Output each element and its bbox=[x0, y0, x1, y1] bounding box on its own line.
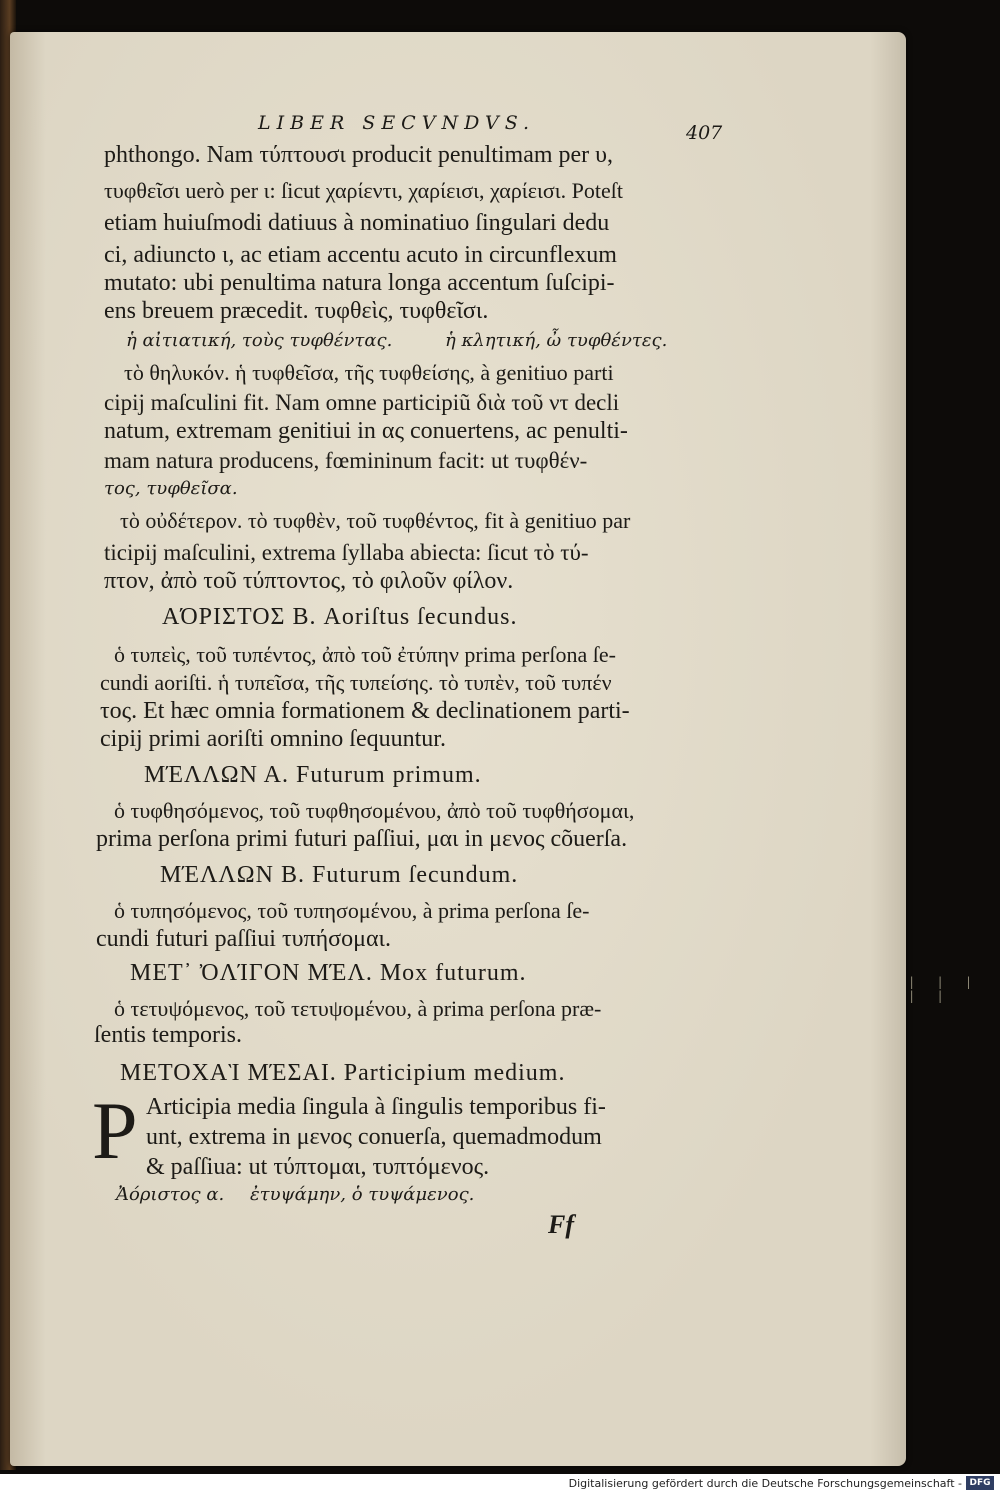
text-line: Articipia media ſingula à ſingulis temporibus fi- bbox=[146, 1094, 606, 1120]
text-line: ὁ τετυψόμενος, τοῦ τετυψομένου, à prima perſona præ- bbox=[114, 996, 602, 1021]
footer-credit: Digitalisierung gefördert durch die Deutsche Forschungsgemeinschaft - bbox=[568, 1477, 962, 1490]
text-line: ens breuem præcedit. τυφθεὶς, τυφθεῖσι. bbox=[104, 298, 489, 324]
text-line: τος, τυφθεῖσα. bbox=[104, 478, 238, 499]
text-line: cipij primi aoriſti omnino ſequuntur. bbox=[100, 726, 446, 752]
text-line: τὸ θηλυκόν. ἡ τυφθεῖσα, τῆς τυφθείσης, à genitiuo parti bbox=[124, 360, 614, 385]
signature-mark: Ff bbox=[548, 1210, 574, 1239]
margin-ticks: | | | | | bbox=[908, 975, 980, 1003]
text-line: ὁ τυπησόμενος, τοῦ τυπησομένου, à prima perſona ſe- bbox=[114, 898, 590, 923]
dfg-logo: DFG bbox=[966, 1476, 994, 1490]
text-line: πτον, ἀπὸ τοῦ τύπτοντος, τὸ φιλοῦν φίλον. bbox=[104, 568, 514, 594]
text-line: ἡ κλητική, ὦ τυφθέντες. bbox=[445, 330, 668, 351]
section-heading: ΜΈΛΛΩΝ Α. Futurum primum. bbox=[144, 762, 482, 788]
folio-number: 407 bbox=[686, 122, 723, 144]
section-heading: ΜΕΤΟΧΑῚ ΜΈΣΑΙ. Participium medium. bbox=[120, 1060, 566, 1086]
text-line: ἡ αἰτιατική, τοὺς τυφθέντας. bbox=[126, 330, 393, 351]
text-line: cundi futuri paſſiui τυπήσομαι. bbox=[96, 926, 391, 952]
text-line: ὁ τυπεὶς, τοῦ τυπέντος, ἀπὸ τοῦ ἐτύπην prima perſona ſe- bbox=[114, 642, 616, 667]
section-heading: ΜΈΛΛΩΝ Β. Futurum ſecundum. bbox=[160, 862, 519, 888]
text-line: & paſſiua: ut τύπτομαι, τυπτόμενος. bbox=[146, 1154, 490, 1180]
text-line: τος. Et hæc omnia formationem & declinationem parti- bbox=[100, 698, 630, 724]
text-line: cundi aoriſti. ἡ τυπεῖσα, τῆς τυπείσης. τὸ τυπὲν, τοῦ τυπέν bbox=[100, 670, 612, 695]
text-line: prima perſona primi futuri paſſiui, μαι in μενος cõuerſa. bbox=[96, 826, 628, 852]
text-line: τυφθεῖσι uerò per ι: ſicut χαρίεντι, χαρίεισι, χαρίεισι. Poteſt bbox=[104, 178, 623, 203]
text-line: ἐτυψάμην, ὁ τυψάμενος. bbox=[250, 1184, 475, 1205]
text-line: ci, adiuncto ι, ac etiam accentu acuto in circunflexum bbox=[104, 242, 617, 268]
text-line: phthongo. Nam τύπτουσι producit penultimam per υ, bbox=[104, 142, 614, 168]
text-line: unt, extrema in μενος conuerſa, quemadmodum bbox=[146, 1124, 602, 1150]
text-line: ſentis temporis. bbox=[94, 1022, 242, 1048]
running-head: LIBER SECVNDVS. bbox=[258, 112, 536, 134]
drop-cap: P bbox=[92, 1085, 138, 1176]
text-line: mam natura producens, fœmininum facit: ut τυφθέν- bbox=[104, 448, 588, 473]
text-line: etiam huiuſmodi datiuus à nominatiuo ſingulari dedu bbox=[104, 210, 610, 236]
text-line: natum, extremam genitiui in ας conuertens, ac penulti- bbox=[104, 418, 628, 444]
section-heading: ΑΌΡΙΣΤΟΣ Β. Aoriſtus ſecundus. bbox=[162, 604, 518, 630]
text-line: Ἀόριστος α. bbox=[116, 1184, 225, 1205]
footer-bar bbox=[0, 1474, 1000, 1493]
text-line: ὁ τυφθησόμενος, τοῦ τυφθησομένου, ἀπὸ τοῦ τυφθήσομαι, bbox=[114, 798, 635, 823]
text-line: ticipij maſculini, extrema ſyllaba abiecta: ſicut τὸ τύ- bbox=[104, 540, 589, 565]
text-line: τὸ οὐδέτερον. τὸ τυφθὲν, τοῦ τυφθέντος, fit à genitiuo par bbox=[120, 508, 631, 533]
section-heading: ΜΕΤ᾿ ὈΛΊΓΟΝ ΜΈΛ. Mox futurum. bbox=[130, 960, 527, 986]
text-line: mutato: ubi penultima natura longa accentum ſuſcipi- bbox=[104, 270, 615, 296]
text-line: cipij maſculini fit. Nam omne participiũ διὰ τοῦ ντ decli bbox=[104, 390, 620, 415]
